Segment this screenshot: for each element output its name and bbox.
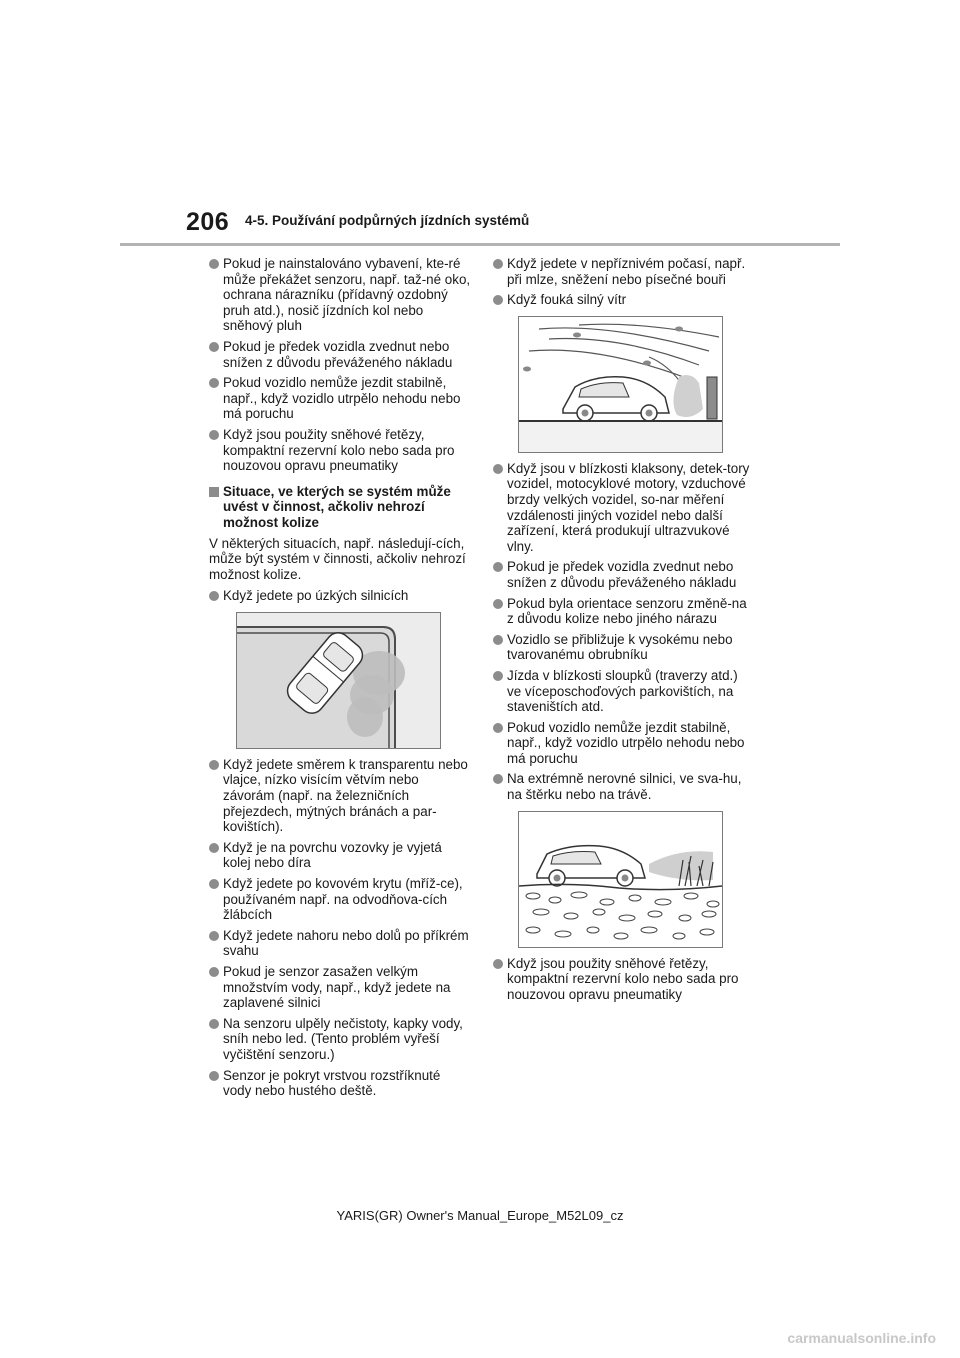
page-number: 206 [186,208,230,236]
section-title: 4-5. Používání podpůrných jízdních systémů [245,213,530,228]
list-item: Pokud je předek vozidla zvednut nebo snížen z důvodu převáženého nákladu [209,339,471,370]
strong-wind-image [519,317,722,452]
list-item: Když je na povrchu vozovky je vyjetá kolej nebo díra [209,840,471,871]
subsection-heading: Situace, ve kterých se systém může uvést v činnost, ačkoliv nehrozí možnost kolize [209,484,471,531]
list-item: Pokud je předek vozidla zvednut nebo snížen z důvodu převáženého nákladu [493,559,755,590]
list-item: Na extrémně nerovné silnici, ve sva-hu, na štěrku nebo na trávě. [493,771,755,802]
list-item: Když jedete nahoru nebo dolů po příkrém svahu [209,928,471,959]
list-item: Když jedete v nepříznivém počasí, např. při mlze, sněžení nebo písečné bouři [493,256,755,287]
list-item: Když jsou použity sněhové řetězy, kompaktní rezervní kolo nebo sada pro nouzovou opravu pneumatiky [209,427,471,474]
list-item: Pokud je senzor zasažen velkým množstvím vody, např., když jedete na zaplavené silnici [209,964,471,1011]
list-item: Vozidlo se přibližuje k vysokému nebo tvarovanému obrubníku [493,632,755,663]
list-item: Pokud je nainstalováno vybavení, kte-ré může překážet senzoru, např. taž-né oko, ochrana nárazníku (přídavný ozdobný pruh atd.), nosič jízdních kol nebo sněhový pluh [209,256,471,334]
list-item: Na senzoru ulpěly nečistoty, kapky vody, sníh nebo led. (Tento problém vyřeší vyčištění senzoru.) [209,1016,471,1063]
list-item: Pokud vozidlo nemůže jezdit stabilně, např., když vozidlo utrpělo nehodu nebo má poruchu [493,720,755,767]
watermark: carmanualsonline.info [787,1330,936,1346]
left-column [209,256,471,1104]
footer: YARIS(GR) Owner's Manual_Europe_M52L09_cz [336,1208,624,1223]
list-item: Pokud byla orientace senzoru změně-na z důvodu kolize nebo jiného nárazu [493,596,755,627]
paragraph: V některých situacích, např. následují-cích, může být systém v činnosti, ačkoliv nehrozí možnost kolize. [209,535,466,582]
list-item: Když jedete po kovovém krytu (mříž-ce), používaném např. na odvodňova-cích žlábcích [209,876,471,923]
list-item: Pokud vozidlo nemůže jezdit stabilně, např., když vozidlo utrpělo nehodu nebo má poruchu [209,375,471,422]
list-item: Když jedete po úzkých silnicích [209,588,471,604]
narrow-road-image [237,613,440,748]
list-item: Jízda v blízkosti sloupků (traverzy atd.) ve víceposchoďových parkovištích, na staveništích atd. [493,668,755,715]
list-item: Když fouká silný vítr [493,292,755,308]
list-item: Když jsou použity sněhové řetězy, kompaktní rezervní kolo nebo sada pro nouzovou opravu pneumatiky [493,956,755,1003]
rough-road-image [519,812,722,947]
list-item: Senzor je pokryt vrstvou rozstříknuté vody nebo hustého deště. [209,1068,471,1099]
header-divider [120,243,840,246]
right-column [493,256,755,1007]
rough-road-illustration [518,811,723,948]
strong-wind-illustration [518,316,723,453]
list-item: Když jsou v blízkosti klaksony, detek-tory vozidel, motocyklové motory, vzduchové brzdy velkých vozidel, so-nar měření vzdálenosti jiných vozidel nebo další zařízení, která produkují ultrazvukové vlny. [493,461,755,555]
list-item: Když jedete směrem k transparentu nebo vlajce, nízko visícím větvím nebo závorám (např. na železničních přejezdech, mýtných bránách a par-kovištích). [209,757,471,835]
narrow-road-illustration [236,612,441,749]
